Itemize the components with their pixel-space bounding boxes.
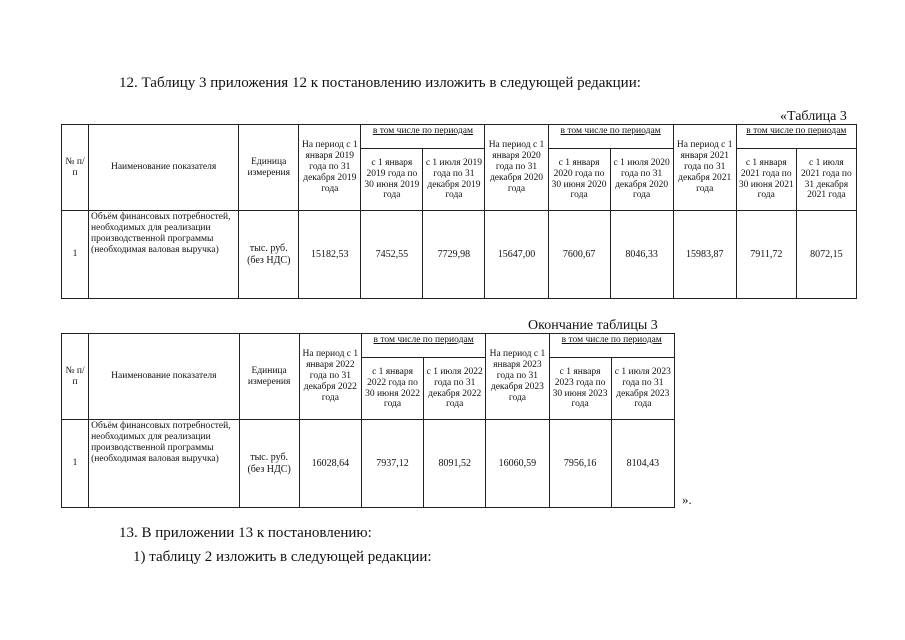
- header-indicator-name: Наименование показателя: [89, 334, 239, 420]
- header-period-total: На период с 1 января 2023 года по 31 декабря 2023 года: [486, 334, 549, 420]
- header-subperiod: с 1 января 2023 года по 30 июня 2023 года: [549, 358, 611, 420]
- header-period-group-label: в том числе по периодам: [373, 335, 474, 345]
- header-period-total: На период с 1 января 2019 года по 31 декабря 2019 года: [299, 125, 361, 211]
- header-period-total: На период с 1 января 2021 года по 31 декабря 2021 года: [673, 125, 736, 211]
- value-cell: 8046,33: [610, 211, 673, 299]
- header-unit: Единица измерения: [239, 334, 299, 420]
- paragraph-12: 12. Таблицу 3 приложения 12 к постановлению изложить в следующей редакции:: [119, 75, 641, 91]
- row-number: 1: [62, 211, 89, 299]
- header-indicator-name: Наименование показателя: [89, 125, 239, 211]
- value-cell: 7956,16: [549, 420, 611, 508]
- header-period-group: [361, 334, 485, 358]
- value-cell: 16060,59: [486, 420, 549, 508]
- table-row: [62, 211, 857, 299]
- table-3-part-1: [61, 124, 857, 299]
- header-period-group-label: в том числе по периодам: [560, 126, 661, 136]
- paragraph-13-item-1: 1) таблицу 2 изложить в следующей редакции:: [133, 549, 432, 565]
- table-row: [62, 420, 675, 508]
- value-cell: 15983,87: [673, 211, 736, 299]
- header-period-group-label: в том числе по периодам: [746, 126, 847, 136]
- row-unit: тыс. руб. (без НДС): [239, 420, 299, 508]
- value-cell: 15647,00: [485, 211, 548, 299]
- value-cell: 8072,15: [796, 211, 856, 299]
- row-indicator-name: Объём финансовых потребностей, необходимых для реализации производственной программы (необходимая валовая выручка): [89, 211, 239, 299]
- paragraph-13: 13. В приложении 13 к постановлению:: [119, 525, 372, 541]
- row-unit: тыс. руб. (без НДС): [239, 211, 299, 299]
- value-cell: 16028,64: [299, 420, 361, 508]
- header-unit: Единица измерения: [239, 125, 299, 211]
- table-3-part-2: [61, 333, 675, 508]
- header-subperiod: с 1 января 2021 года по 30 июня 2021 года: [736, 149, 796, 211]
- header-subperiod: с 1 июля 2020 года по 31 декабря 2020 года: [610, 149, 673, 211]
- header-subperiod: с 1 января 2020 года по 30 июня 2020 года: [548, 149, 610, 211]
- value-cell: 8091,52: [424, 420, 486, 508]
- value-cell: 8104,43: [611, 420, 674, 508]
- header-period-group-label: в том числе по периодам: [372, 126, 473, 136]
- header-subperiod: с 1 июля 2022 года по 31 декабря 2022 года: [424, 358, 486, 420]
- header-subperiod: с 1 января 2022 года по 30 июня 2022 года: [361, 358, 423, 420]
- header-subperiod: с 1 июля 2021 года по 31 декабря 2021 года: [796, 149, 856, 211]
- header-period-group: [736, 125, 856, 149]
- header-period-group: [361, 125, 485, 149]
- header-period-group: [549, 334, 675, 358]
- header-period-group-label: в том числе по периодам: [561, 335, 662, 345]
- value-cell: 7452,55: [361, 211, 423, 299]
- closing-quote-mark: ».: [682, 492, 692, 507]
- table1-caption: «Таблица 3: [780, 109, 847, 124]
- header-no: № п/п: [62, 125, 89, 211]
- value-cell: 7937,12: [361, 420, 423, 508]
- header-subperiod: с 1 июля 2023 года по 31 декабря 2023 года: [611, 358, 674, 420]
- value-cell: 7911,72: [736, 211, 796, 299]
- header-subperiod: с 1 января 2019 года по 30 июня 2019 года: [361, 149, 423, 211]
- row-number: 1: [62, 420, 89, 508]
- value-cell: 7600,67: [548, 211, 610, 299]
- header-subperiod: с 1 июля 2019 года по 31 декабря 2019 года: [423, 149, 485, 211]
- value-cell: 7729,98: [423, 211, 485, 299]
- header-period-group: [548, 125, 673, 149]
- header-period-total: На период с 1 января 2022 года по 31 декабря 2022 года: [299, 334, 361, 420]
- row-indicator-name: Объём финансовых потребностей, необходимых для реализации производственной программы (необходимая валовая выручка): [89, 420, 239, 508]
- header-period-total: На период с 1 января 2020 года по 31 декабря 2020 года: [485, 125, 548, 211]
- header-no: № п/п: [62, 334, 89, 420]
- value-cell: 15182,53: [299, 211, 361, 299]
- table2-caption: Окончание таблицы 3: [528, 318, 658, 333]
